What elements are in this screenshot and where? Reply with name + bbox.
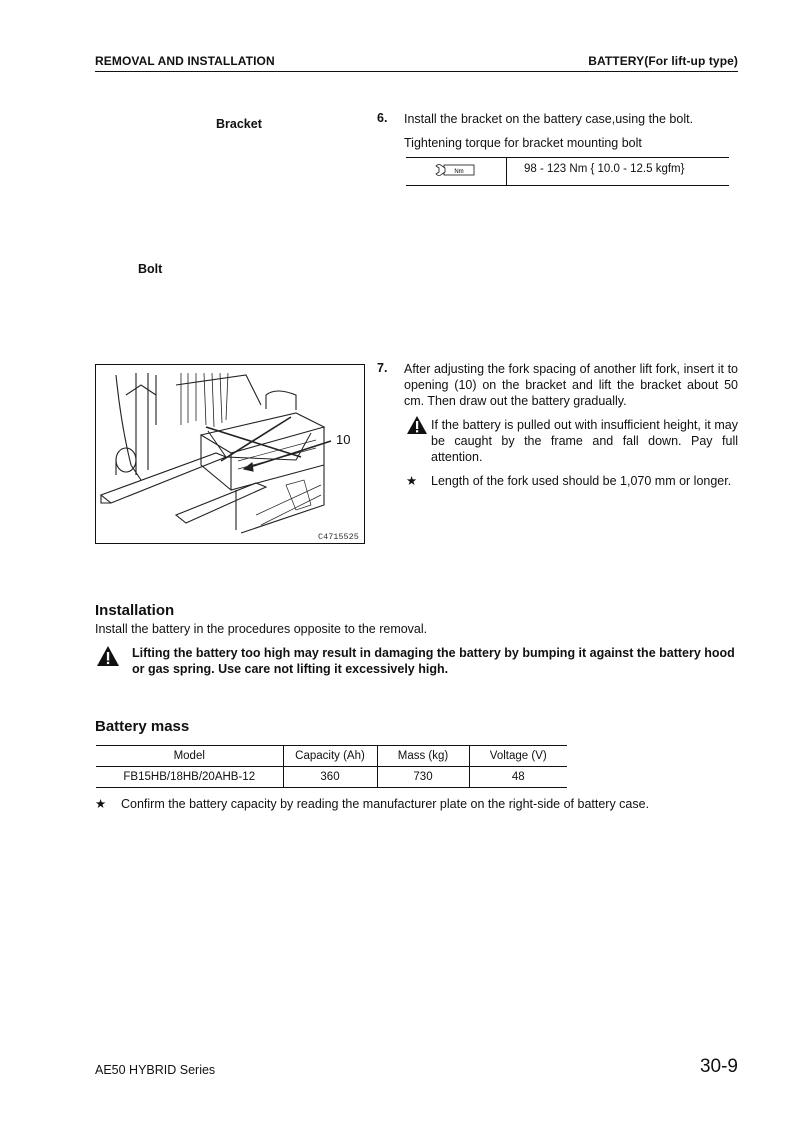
step-6-text: Install the bracket on the battery case,using the bolt. xyxy=(404,112,694,126)
battery-mass-heading: Battery mass xyxy=(95,718,190,735)
table-header-model: Model xyxy=(96,746,283,767)
step-7-text: After adjusting the fork spacing of another lift fork, insert it to opening (10) on the bracket and lift the bracket about 50 cm. Then draw out the battery gradually. xyxy=(404,362,738,408)
step-7-warning: If the battery is pulled out with insufficient height, it may be caught by the frame and fall down. Pay full attention. xyxy=(431,418,738,464)
footer-series: AE50 HYBRID Series xyxy=(95,1063,216,1077)
figure-label-bolt: Bolt xyxy=(138,262,163,276)
header-topic-title: BATTERY(For lift-up type) xyxy=(588,54,738,68)
star-mark: ★ xyxy=(95,797,107,811)
torque-table-bottom-rule xyxy=(406,185,729,186)
figure-callout-10: 10 xyxy=(336,432,351,447)
page-number: 30-9 xyxy=(699,1056,738,1077)
forklift-bracket-figure xyxy=(95,364,365,544)
table-cell-model: FB15HB/18HB/20AHB-12 xyxy=(96,767,283,788)
torque-table-top-rule xyxy=(406,157,729,158)
step-6-number: 6. xyxy=(377,111,388,125)
step-7-number: 7. xyxy=(377,361,388,375)
battery-mass-note: Confirm the battery capacity by reading the manufacturer plate on the right-side of battery case. xyxy=(121,797,650,811)
figure-label-bracket: Bracket xyxy=(216,117,262,131)
torque-title: Tightening torque for bracket mounting bolt xyxy=(404,136,642,150)
installation-text: Install the battery in the procedures opposite to the removal. xyxy=(95,622,428,636)
table-cell-capacity: 360 xyxy=(283,767,377,788)
torque-icon-text: Nm xyxy=(454,169,464,175)
table-cell-voltage: 48 xyxy=(469,767,567,788)
table-header-mass: Mass (kg) xyxy=(377,746,469,767)
table-row xyxy=(96,767,567,788)
battery-mass-table xyxy=(96,745,567,788)
header-rule xyxy=(95,71,738,72)
caution-icon xyxy=(96,645,120,667)
table-cell-mass: 730 xyxy=(377,767,469,788)
star-mark: ★ xyxy=(406,474,418,488)
caution-icon xyxy=(406,415,428,435)
torque-table-divider xyxy=(506,158,507,186)
header-section-title: REMOVAL AND INSTALLATION xyxy=(95,54,275,68)
installation-warning: Lifting the battery too high may result in damaging the battery by bumping it against the battery hood or gas spring. Use care not lifting it excessively high. xyxy=(132,646,735,676)
step-7-note: Length of the fork used should be 1,070 mm or longer. xyxy=(431,474,732,488)
table-header-row xyxy=(96,746,567,767)
torque-wrench-icon xyxy=(435,162,475,178)
figure-code: C4715525 xyxy=(318,532,359,542)
installation-heading: Installation xyxy=(95,602,175,619)
table-header-voltage: Voltage (V) xyxy=(469,746,567,767)
torque-value: 98 - 123 Nm { 10.0 - 12.5 kgfm} xyxy=(524,163,685,175)
table-header-capacity: Capacity (Ah) xyxy=(283,746,377,767)
